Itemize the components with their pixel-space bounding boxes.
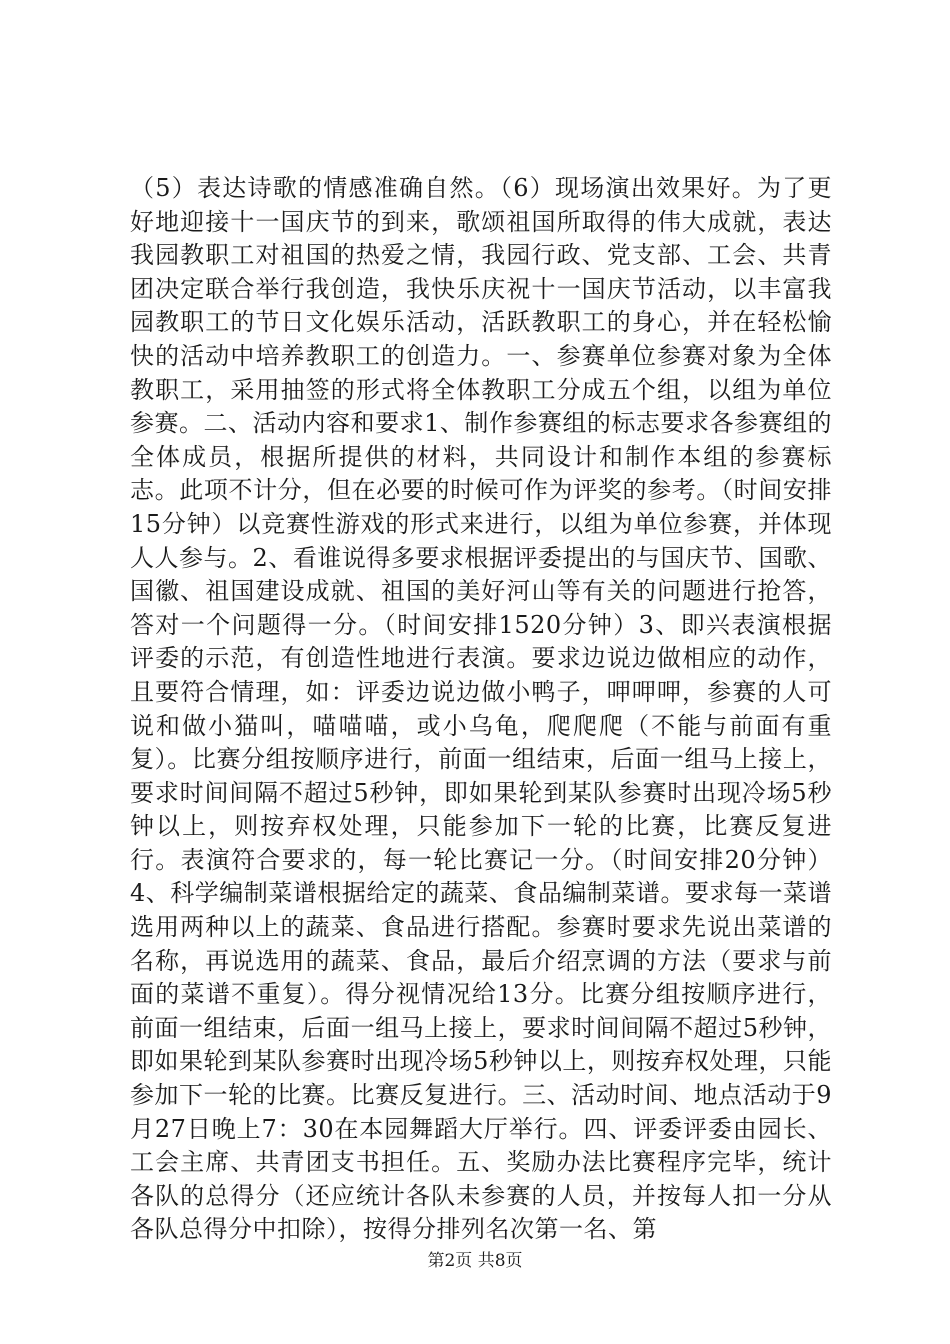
- page-number-footer: 第2页 共8页: [427, 1251, 523, 1271]
- body-paragraph: （5）表达诗歌的情感准确自然。（6）现场演出效果好。为了更好地迎接十一国庆节的到来，歌颂祖国所取得的伟大成就，表达我园教职工对祖国的热爱之情，我园行政、党支部、工会、共青团决定联合举行我创造，我快乐庆祝十一国庆节活动，以丰富我园教职工的节日文化娱乐活动，活跃教职工的身心，并在轻松愉快的活动中培养教职工的创造力。一、参赛单位参赛对象为全体教职工，采用抽签的形式将全体教职工分成五个组，以组为单位参赛。二、活动内容和要求1、制作参赛组的标志要求各参赛组的全体成员，根据所提供的材料，共同设计和制作本组的参赛标志。此项不计分，但在必要的时候可作为评奖的参考。（时间安排15分钟）以竞赛性游戏的形式来进行，以组为单位参赛，并体现人人参与。2、看谁说得多要求根据评委提出的与国庆节、国歌、国徽、祖国建设成就、祖国的美好河山等有关的问题进行抢答，答对一个问题得一分。（时间安排1520分钟）3、即兴表演根据评委的示范，有创造性地进行表演。要求边说边做相应的动作，且要符合情理，如：评委边说边做小鸭子，呷呷呷，参赛的人可说和做小猫叫，喵喵喵，或小乌龟，爬爬爬（不能与前面有重复）。比赛分组按顺序进行，前面一组结束，后面一组马上接上，要求时间间隔不超过5秒钟，即如果轮到某队参赛时出现冷场5秒钟以上，则按弃权处理，只能参加下一轮的比赛，比赛反复进行。表演符合要求的，每一轮比赛记一分。（时间安排20分钟）4、科学编制菜谱根据给定的蔬菜、食品编制菜谱。要求每一菜谱选用两种以上的蔬菜、食品进行搭配。参赛时要求先说出菜谱的名称，再说选用的蔬菜、食品，最后介绍烹调的方法（要求与前面的菜谱不重复）。得分视情况给13分。比赛分组按顺序进行，前面一组结束，后面一组马上接上，要求时间间隔不超过5秒钟，即如果轮到某队参赛时出现冷场5秒钟以上，则按弃权处理，只能参加下一轮的比赛。比赛反复进行。三、活动时间、地点活动于9月27日晚上7：30在本园舞蹈大厅举行。四、评委评委由园长、工会主席、共青团支书担任。五、奖励办法比赛程序完毕，统计各队的总得分（还应统计各队未参赛的人员，并按每人扣一分从各队总得分中扣除），按得分排列名次第一名、第: [130, 174, 832, 1244]
